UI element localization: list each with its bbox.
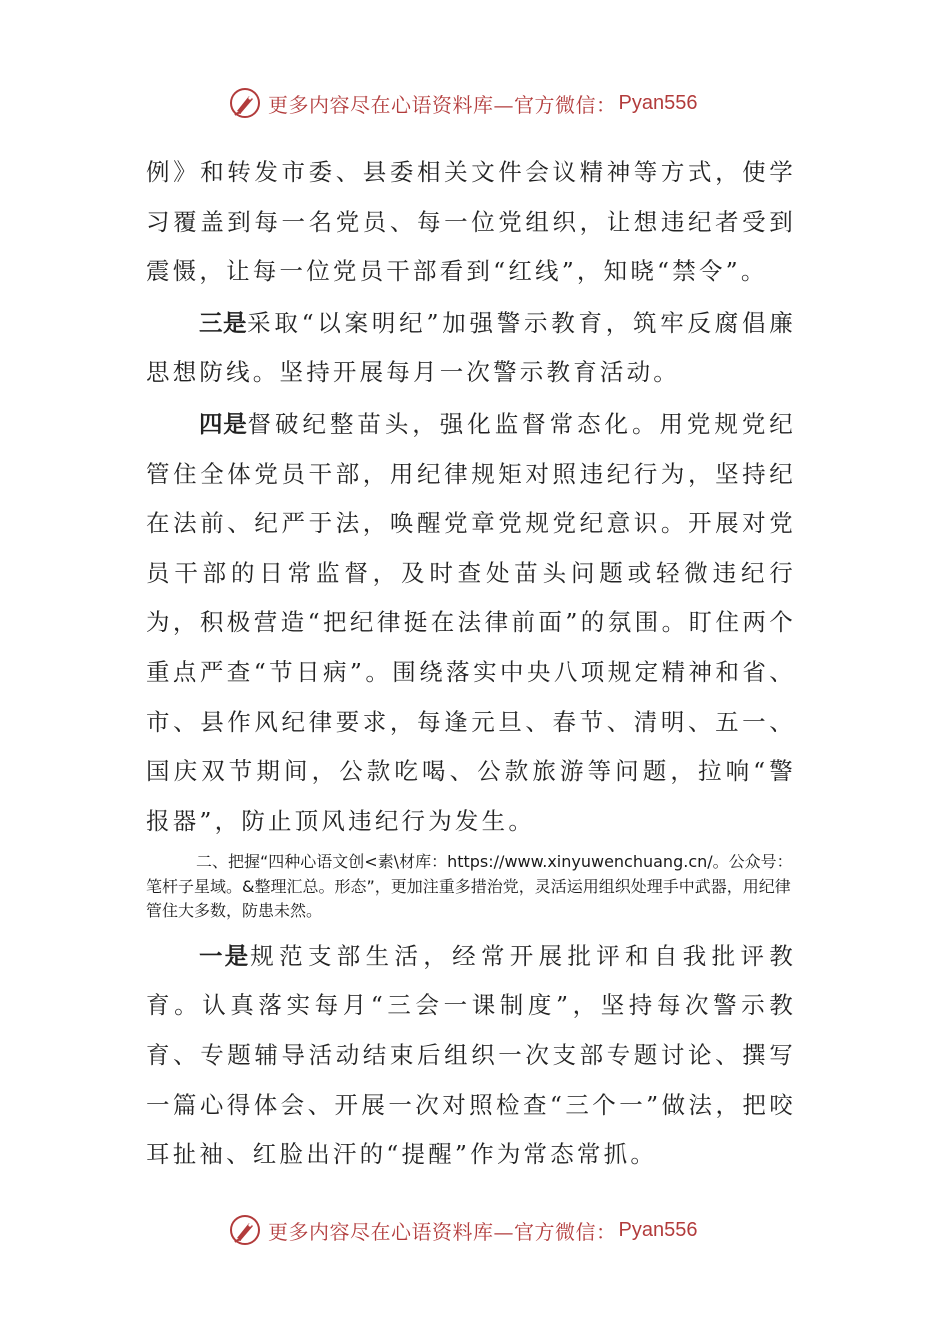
paragraph-text: 规范支部生活，经常开展批评和自我批评教育。认真落实每月“三会一课制度”，坚持每次警示教育、专题辅导活动结束后组织一次支部专题讨论、撰写一篇心得体会、开展一次对照检查“三个一”做法，把咬耳扯袖、红脸出汗的“提醒”作为常态常抓。 (146, 941, 796, 1169)
watermark-text: 更多内容尽在心语资料库—官方微信： (268, 1219, 617, 1244)
paragraph-fourth-point (146, 400, 796, 846)
paragraph-lead: 三是 (199, 308, 248, 337)
watermark-header (228, 86, 748, 120)
paragraph-third-point (146, 299, 796, 398)
watermark-wechat-id: Pyan556 (618, 1218, 698, 1241)
watermark-footer (228, 1213, 748, 1247)
watermark-text: 更多内容尽在心语资料库—官方微信： (268, 92, 617, 117)
paragraph-text: 督破纪整苗头，强化监督常态化。用党规党纪管住全体党员干部，用纪律规矩对照违纪行为，坚持纪在法前、纪严于法，唤醒党章党规党纪意识。开展对党员干部的日常监督，及时查处苗头问题或轻微违纪行为，积极营造“把纪律挺在法律前面”的氛围。盯住两个重点严查“节日病”。围绕落实中央八项规定精神和省、市、县作风纪律要求，每逢元旦、春节、清明、五一、国庆双节期间，公款吃喝、公款旅游等问题，拉响“警报器”，防止顶风违纪行为发生。 (146, 409, 797, 835)
paragraph-first-point (146, 932, 796, 1180)
paragraph-continued (146, 148, 796, 297)
paragraph-text: 采取“以案明纪”加强警示教育，筑牢反腐倡廉思想防线。坚持开展每月一次警示教育活动。 (146, 308, 797, 387)
watermark-wechat-id: Pyan556 (618, 91, 698, 114)
document-body (146, 148, 796, 1180)
pen-nib-logo-icon (228, 1213, 262, 1247)
section-heading-two: 二、把握“四种心语文创<素\材库：https://www.xinyuwenchuang.cn/。公众号：笔杆子星域。&整理汇总。形态”，更加注重多措治党，灵活运用组织处理手中武器，用纪律管住大多数，防患未然。 (146, 852, 793, 921)
paragraph-lead: 一是 (199, 941, 251, 970)
paragraph-lead: 四是 (199, 409, 248, 438)
pen-nib-logo-icon (228, 86, 262, 120)
paragraph-text: 例》和转发市委、县委相关文件会议精神等方式，使学习覆盖到每一名党员、每一位党组织，让想违纪者受到震慑，让每一位党员干部看到“红线”，知晓“禁令”。 (146, 158, 796, 286)
